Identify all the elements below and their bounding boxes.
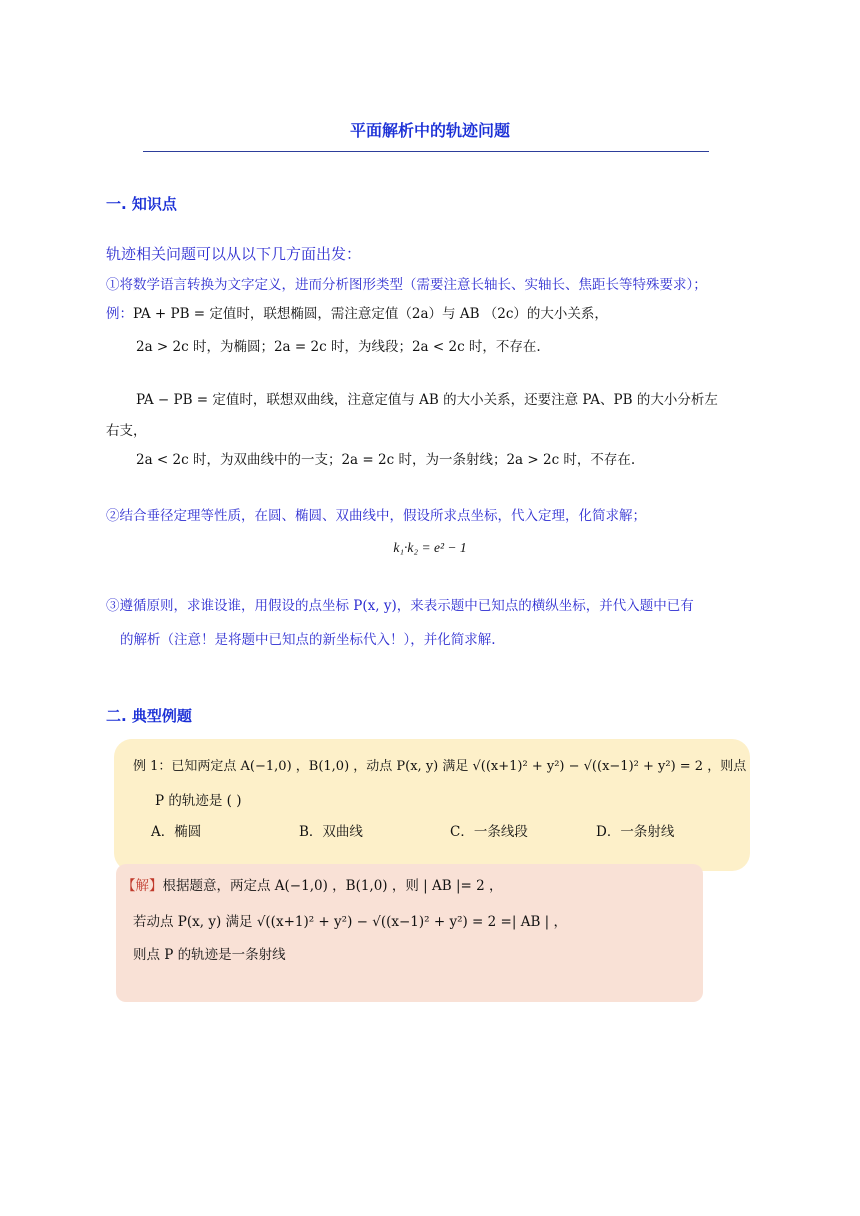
option-d: D．一条射线 <box>596 824 675 840</box>
option-a: A．椭圆 <box>151 824 202 840</box>
knowledge-item-2: ②结合垂径定理等性质，在圆、椭圆、双曲线中，假设所求点坐标，代入定理，化简求解； <box>106 508 646 524</box>
solution-text-1: 根据题意，两定点 A(−1,0) ，B(1,0) ，则 | AB |= 2 ， <box>162 878 503 894</box>
solution-line-2: 若动点 P(x, y) 满足 √((x+1)² + y²) − √((x−1)² + y²) = 2 =| AB | ， <box>133 914 567 930</box>
solution-tag: 【解】 <box>122 878 163 894</box>
section-heading-knowledge: 一. 知识点 <box>106 195 177 213</box>
section-heading-examples: 二. 典型例题 <box>106 707 192 725</box>
example-line-1 <box>106 304 608 324</box>
intro-text: 轨迹相关问题可以从以下几方面出发： <box>106 245 362 263</box>
slope-formula: k₁·k₂ = e² − 1 <box>393 540 467 555</box>
example-line-2: 2a > 2c 时，为椭圆；2a = 2c 时，为线段；2a < 2c 时，不存在. <box>136 339 541 355</box>
example-line-4: 右支， <box>106 423 147 439</box>
example-line-3: PA − PB = 定值时，联想双曲线，注意定值与 AB 的大小关系，还要注意 PA、PB 的大小分析左 <box>136 392 718 408</box>
solution-line-3: 则点 P 的轨迹是一条射线 <box>133 947 286 963</box>
example-prefix: 例： <box>106 306 133 322</box>
page-title: 平面解析中的轨迹问题 <box>349 121 510 140</box>
example-question-line-2: P 的轨迹是 ( ) <box>155 793 242 809</box>
knowledge-item-1: ①将数学语言转换为文字定义，进而分析图形类型（需要注意长轴长、实轴长、焦距长等特殊要求）； <box>106 277 707 293</box>
option-b: B．双曲线 <box>299 824 363 840</box>
title-divider <box>143 151 709 152</box>
knowledge-item-3-line-1: ③遵循原则，求谁设谁，用假设的点坐标 P(x, y)，来表示题中已知点的横纵坐标，并代入题中已有 <box>106 598 694 614</box>
option-c: C．一条线段 <box>450 824 528 840</box>
knowledge-item-3-line-2: 的解析（注意！是将题中已知点的新坐标代入！），并化简求解. <box>120 632 496 648</box>
example-line-5: 2a < 2c 时，为双曲线中的一支；2a = 2c 时，为一条射线；2a > 2c 时，不存在. <box>136 452 636 468</box>
solution-line-1 <box>122 876 503 896</box>
example-question-line-1: 例 1：已知两定点 A(−1,0) ，B(1,0) ，动点 P(x, y) 满足 √((x+1)² + y²) − √((x−1)² + y²) = 2 ，则点 <box>133 759 747 774</box>
example-text-1: PA + PB = 定值时，联想椭圆，需注意定值（2a）与 AB （2c）的大小关系， <box>133 306 608 322</box>
